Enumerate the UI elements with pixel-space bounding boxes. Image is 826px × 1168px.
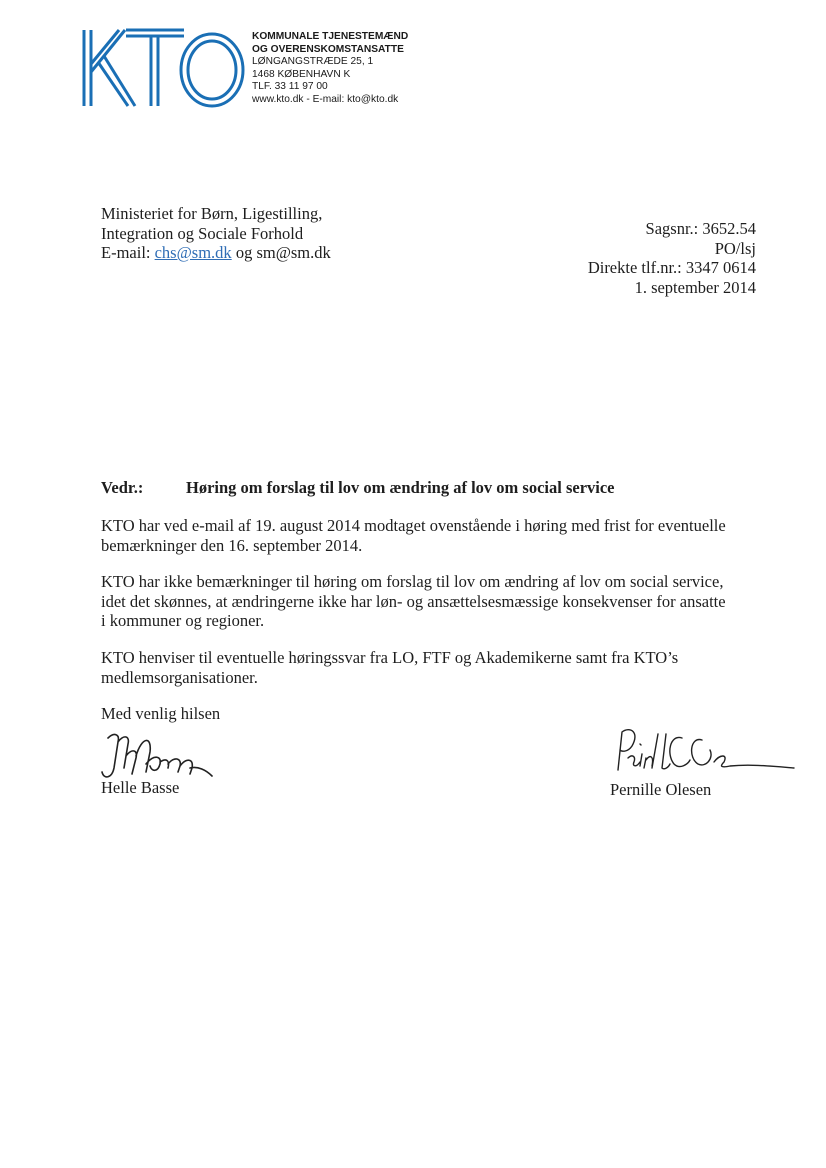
email-prefix: E-mail: (101, 243, 155, 262)
signature-pernille-olesen (610, 724, 798, 780)
signature-helle-basse (98, 728, 216, 784)
signatory-left-name: Helle Basse (101, 778, 180, 797)
direct-phone: Direkte tlf.nr.: 3347 0614 (587, 258, 756, 277)
recipient-block (101, 204, 331, 263)
reference-block (588, 219, 756, 297)
address-street: LØNGANGSTRÆDE 25, 1 (252, 56, 374, 68)
body-paragraph-3: KTO henviser til eventuelle høringssvar fra LO, FTF og Akademikerne samt fra KTO’s medlemsorganisationer. (101, 648, 679, 687)
closing-greeting: Med venlig hilsen (101, 704, 221, 723)
body-paragraph-2: KTO har ikke bemærkninger til høring om forslag til lov om ændring af lov om social service, idet det skønnes, at ændringerne ikke har løn- og ansættelsesmæssige konsekvenser for ansatte i kommuner og regioner. (101, 572, 726, 630)
org-name-line1: KOMMUNALE TJENESTEMÆND (252, 31, 409, 42)
case-number: Sagsnr.: 3652.54 (645, 219, 756, 238)
org-phone: TLF. 33 11 97 00 (252, 81, 328, 93)
subject-line (101, 478, 615, 498)
initials: PO/lsj (714, 238, 756, 258)
email-suffix: og sm@sm.dk (231, 243, 331, 262)
recipient-email-line (101, 243, 331, 263)
address-city: 1468 KØBENHAVN K (252, 68, 351, 80)
kto-logo (80, 26, 250, 110)
signatory-right-name: Pernille Olesen (610, 780, 712, 799)
letterhead-address (252, 31, 408, 107)
body-paragraph-1: KTO har ved e-mail af 19. august 2014 modtaget ovenstående i høring med frist for eventuelle bemærkninger den 16. september 2014. (101, 516, 726, 555)
org-web-email: www.kto.dk - E-mail: kto@kto.dk (252, 93, 399, 105)
recipient-line1: Ministeriet for Børn, Ligestilling, (101, 204, 323, 223)
recipient-email-link[interactable]: chs@sm.dk (154, 243, 232, 262)
recipient-line2: Integration og Sociale Forhold (101, 223, 304, 243)
org-name-line2: OG OVERENSKOMSTANSATTE (252, 43, 404, 55)
letter-date: 1. september 2014 (634, 277, 756, 297)
subject-label: Vedr.: (101, 478, 144, 497)
subject-text: Høring om forslag til lov om ændring af lov om social service (186, 478, 615, 497)
